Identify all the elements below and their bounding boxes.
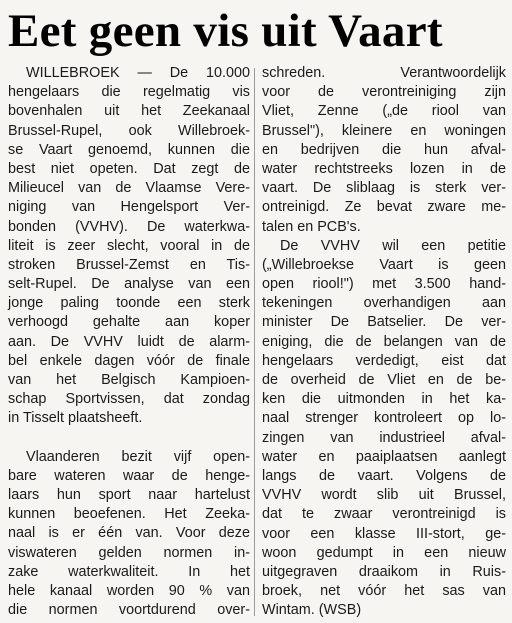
text-line: bonden (VVHV). De waterkwa- bbox=[8, 218, 250, 235]
text-line: liteit is zeer slecht, vooral in de bbox=[8, 237, 250, 254]
text-line: WILLEBROEK — De 10.000 bbox=[26, 65, 250, 81]
text-line: zingen van industrieel afval- bbox=[262, 429, 506, 446]
text-line: voor een klasse III-stort, ge- bbox=[262, 525, 506, 542]
text-line: minister De Batselier. De ver- bbox=[262, 314, 506, 331]
text-line: ken die uitmonden in het ka- bbox=[262, 391, 506, 408]
text-line: bare wateren waar de henge- bbox=[8, 467, 250, 484]
column-divider bbox=[254, 68, 255, 616]
text-line: viswateren gelden normen in- bbox=[8, 544, 250, 561]
text-line: laars hun sport naar hartelust bbox=[8, 486, 250, 503]
text-line: Brussel"), kleinere en woningen bbox=[262, 122, 506, 139]
text-line: Vlaanderen bezit vijf open- bbox=[26, 448, 250, 465]
text-line: uitgegraven draaikom in Ruis- bbox=[262, 563, 506, 580]
text-line: schap Sportvissen, dat zondag bbox=[8, 391, 250, 408]
text-line: Vliet, Zenne („de riool van bbox=[262, 103, 506, 120]
text-line: best niet opeten. Dat zegt de bbox=[8, 160, 250, 177]
text-line: talen en PCB's. bbox=[262, 218, 361, 235]
text-line: schreden. Verantwoordelijk bbox=[262, 65, 506, 81]
text-line: in Tisselt plaatsheeft. bbox=[8, 410, 143, 427]
text-line: Milieucel van de Vlaamse Vere- bbox=[8, 180, 250, 197]
text-line: Brussel-Rupel, ook Willebroek- bbox=[8, 122, 250, 139]
text-line: hengelaars verdedigt, eist dat bbox=[262, 352, 506, 369]
text-line: en bedrijven die hun afval- bbox=[262, 141, 506, 158]
text-line: stroken Brussel-Zemst en Tis- bbox=[8, 256, 250, 273]
column-right bbox=[262, 64, 506, 620]
text-line: se Vaart genoemd, kunnen die bbox=[8, 141, 250, 158]
text-line: tekeningen overhandigen aan bbox=[262, 295, 506, 312]
text-line: niging van Hengelsport Ver- bbox=[8, 199, 250, 216]
text-line: open riool!") met 3.500 hand- bbox=[262, 276, 506, 293]
text-line: naal strenger kontroleert op lo- bbox=[262, 410, 506, 427]
text-line: jonge paling toonde een sterk bbox=[8, 295, 250, 312]
text-line: („Willebroekse Vaart is geen bbox=[262, 256, 506, 273]
text-line: kunnen beoefenen. Het Zeeka- bbox=[8, 506, 250, 523]
text-line: De VVHV wil een petitie bbox=[280, 237, 506, 254]
text-line: broek, net vóór het sas van bbox=[262, 583, 506, 600]
text-line: selt-Rupel. De analyse van een bbox=[8, 276, 250, 293]
text-line: ontreinigd. Ze bevat zware me- bbox=[262, 199, 506, 216]
headline: Eet geen vis uit Vaart bbox=[8, 5, 443, 57]
text-line: hele kanaal worden 90 % van bbox=[8, 582, 250, 599]
text-line: voor de verontreiniging zijn bbox=[262, 84, 506, 101]
text-line: water rechtstreeks lozen in de bbox=[262, 160, 506, 177]
text-line: Wintam. (WSB) bbox=[262, 602, 362, 619]
text-line: water en paaiplaatsen aanlegt bbox=[262, 448, 506, 465]
text-line: zake waterkwaliteit. In het bbox=[8, 563, 250, 580]
text-line: verhoogd gehalte aan koper bbox=[8, 314, 250, 331]
text-line: naal is er één van. Voor deze bbox=[8, 525, 250, 542]
text-line: die normen voortdurend over- bbox=[8, 602, 250, 619]
column-left bbox=[8, 64, 250, 620]
text-line: eniging, die de belangen van de bbox=[262, 333, 506, 350]
text-line: langs de vaart. Volgens de bbox=[262, 467, 506, 484]
text-line: woon gedumpt in een nieuw bbox=[262, 544, 506, 561]
text-line: hengelaars die regelmatig vis bbox=[8, 84, 250, 101]
text-line: VVHV wordt slib uit Brussel, bbox=[262, 487, 506, 504]
text-line: bel enkele dagen vóór de finale bbox=[8, 352, 250, 369]
text-line: aan. De VVHV luidt de alarm- bbox=[8, 333, 250, 350]
text-line: de overheid de Vliet en de be- bbox=[262, 372, 506, 388]
text-line: van het Belgisch Kampioen- bbox=[8, 372, 250, 388]
text-line: bovenhalen uit het Zeekanaal bbox=[8, 103, 250, 120]
text-line: dat te zwaar verontreinigd is bbox=[262, 506, 506, 523]
text-line: vaart. De sliblaag is sterk ver- bbox=[262, 180, 506, 197]
